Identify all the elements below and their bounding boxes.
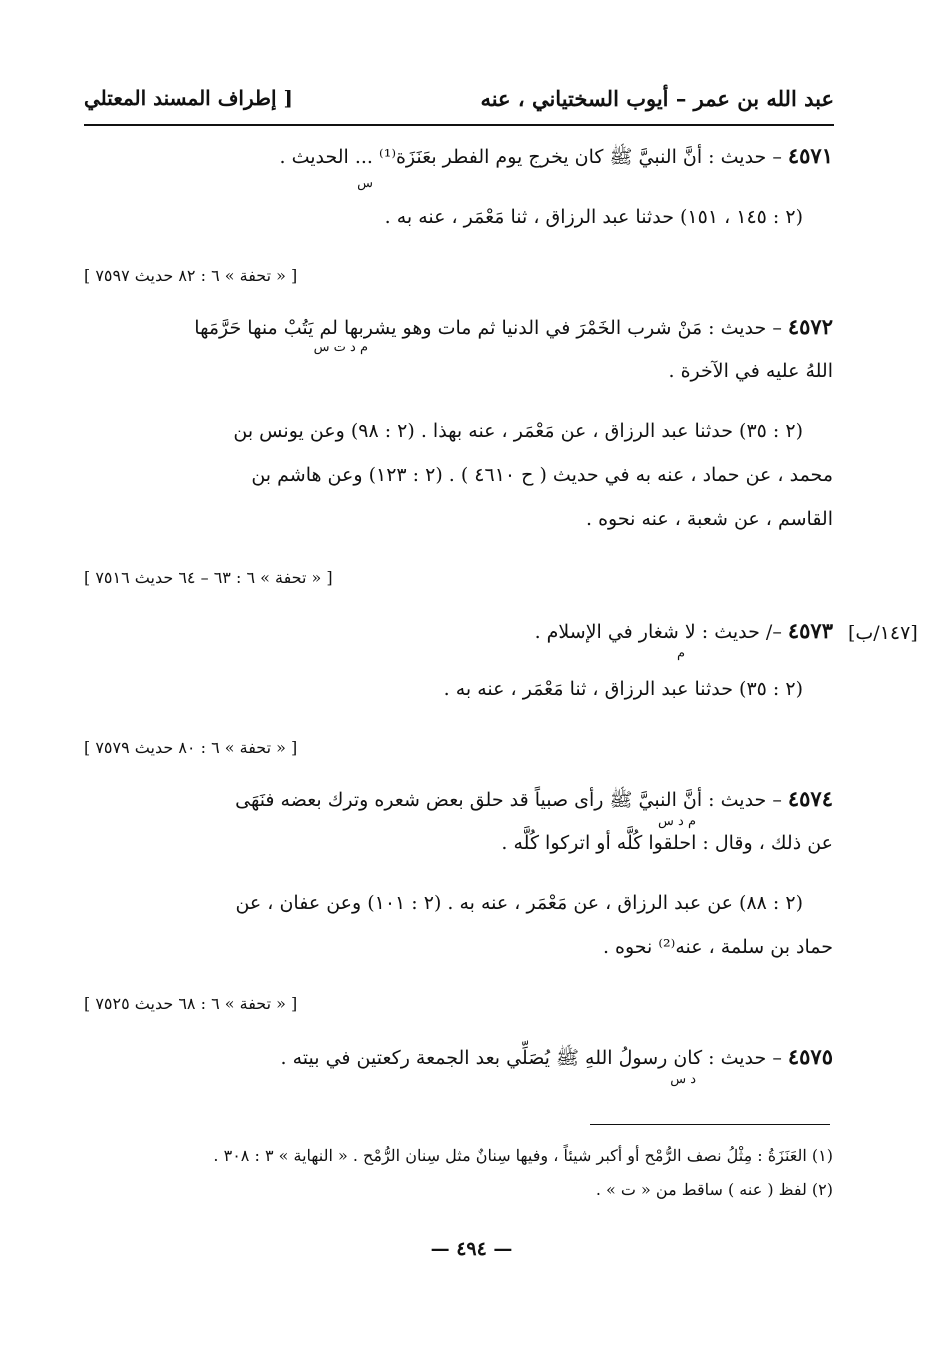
hadith-number: ٤٥٧٥ — [787, 1044, 833, 1069]
hadith-4573-sigla: م — [676, 646, 685, 661]
hadith-4573-source: (٢ : ٣٥) حدثنا عبد الرزاق ، ثنا مَعْمَر ، عنه به . — [443, 678, 803, 700]
hadith-4574-tuhfa: [ « تحفة » ٦ : ٦٨ حديث ٧٥٢٥ ] — [84, 994, 298, 1013]
hadith-number: ٤٥٧٢ — [787, 314, 833, 339]
hadith-4571-source: (٢ : ١٤٥ ، ١٥١) حدثنا عبد الرزاق ، ثنا مَعْمَر ، عنه به . — [384, 206, 803, 228]
footnote-2: (٢) لفظ ( عنه ) ساقط من « ت » . — [595, 1180, 833, 1199]
hadith-text: –/ حديث : لا شغار في الإسلام . — [534, 621, 782, 643]
hadith-4574-sigla: م د س — [658, 814, 696, 829]
hadith-number: ٤٥٧٣ — [787, 618, 833, 643]
hadith-number: ٤٥٧٤ — [787, 786, 833, 811]
hadith-4572-source-3: القاسم ، عن شعبة ، عنه نحوه . — [586, 508, 833, 530]
hadith-text: – حديث : كان رسولُ اللهِ ﷺ يُصَلِّي بعد الجمعة ركعتين في بيته . — [280, 1047, 782, 1069]
hadith-4574-source-1: (٢ : ٨٨) عن عبد الرزاق ، عن مَعْمَر ، عنه به . (٢ : ١٠١) وعن عفان ، عن — [235, 892, 803, 914]
footnote-1: (١) العَنَزَةُ : مِثْلُ نصف الرُّمْح أو أكبر شيئاً ، وفيها سِنانٌ مثل سِنان الرُّمْح . « النهاية » ٣ : ٣٠٨ . — [213, 1146, 833, 1165]
running-header — [84, 86, 834, 120]
hadith-4573-line-1 — [84, 618, 833, 644]
hadith-4572-source-1: (٢ : ٣٥) حدثنا عبد الرزاق ، عن مَعْمَر ، عنه بهذا . (٢ : ٩٨) وعن يونس بن — [233, 420, 803, 442]
hadith-4572-line-2: اللهُ عليه في الآخرة . — [668, 360, 833, 382]
hadith-text: – حديث : أنَّ النبيَّ ﷺ رأى صبياً قد حلق بعض شعره وترك بعضه فنَهَى — [235, 789, 782, 811]
hadith-4575-line-1 — [84, 1044, 833, 1070]
hadith-4572-line-1 — [84, 314, 833, 340]
hadith-4571-sigla: س — [357, 176, 373, 191]
hadith-4574-line-2: عن ذلك ، وقال : احلقوا كُلَّه أو اتركوا كُلَّه . — [501, 832, 833, 854]
header-rule — [84, 124, 834, 126]
hadith-text: – حديث : أنَّ النبيَّ ﷺ كان يخرج يوم الفطر بعَنَزَة⁽¹⁾ ... الحديث . — [279, 146, 782, 168]
margin-folio-note: [١٤٧/ب] — [848, 622, 918, 644]
hadith-text: – حديث : مَنْ شرب الخَمْرَ في الدنيا ثم مات وهو يشربها لم يَتُبْ منها حَرَّمَها — [194, 317, 782, 339]
hadith-4571-line-1 — [84, 143, 833, 169]
header-title-left: [ إطراف المسند المعتلي — [84, 86, 293, 110]
hadith-4572-sigla: م د ت س — [313, 340, 368, 355]
hadith-4572-source-2: محمد ، عن حماد ، عنه به في حديث ( ح ٤٦١٠ ) . (٢ : ١٢٣) وعن هاشم بن — [251, 464, 833, 486]
footnote-rule — [590, 1124, 830, 1125]
hadith-4573-tuhfa: [ « تحفة » ٦ : ٨٠ حديث ٧٥٧٩ ] — [84, 738, 298, 757]
header-title-right: عبد الله بن عمر – أيوب السختياني ، عنه — [480, 86, 834, 111]
hadith-4571-tuhfa: [ « تحفة » ٦ : ٨٢ حديث ٧٥٩٧ ] — [84, 266, 298, 285]
hadith-4574-line-1 — [84, 786, 833, 812]
hadith-number: ٤٥٧١ — [787, 143, 833, 168]
hadith-4574-source-2: حماد بن سلمة ، عنه⁽²⁾ نحوه . — [602, 936, 833, 958]
hadith-4572-tuhfa: [ « تحفة » ٦ : ٦٣ – ٦٤ حديث ٧٥١٦ ] — [84, 568, 333, 587]
hadith-4575-sigla: د س — [670, 1072, 696, 1087]
page-number: — ٤٩٤ — — [430, 1238, 513, 1260]
